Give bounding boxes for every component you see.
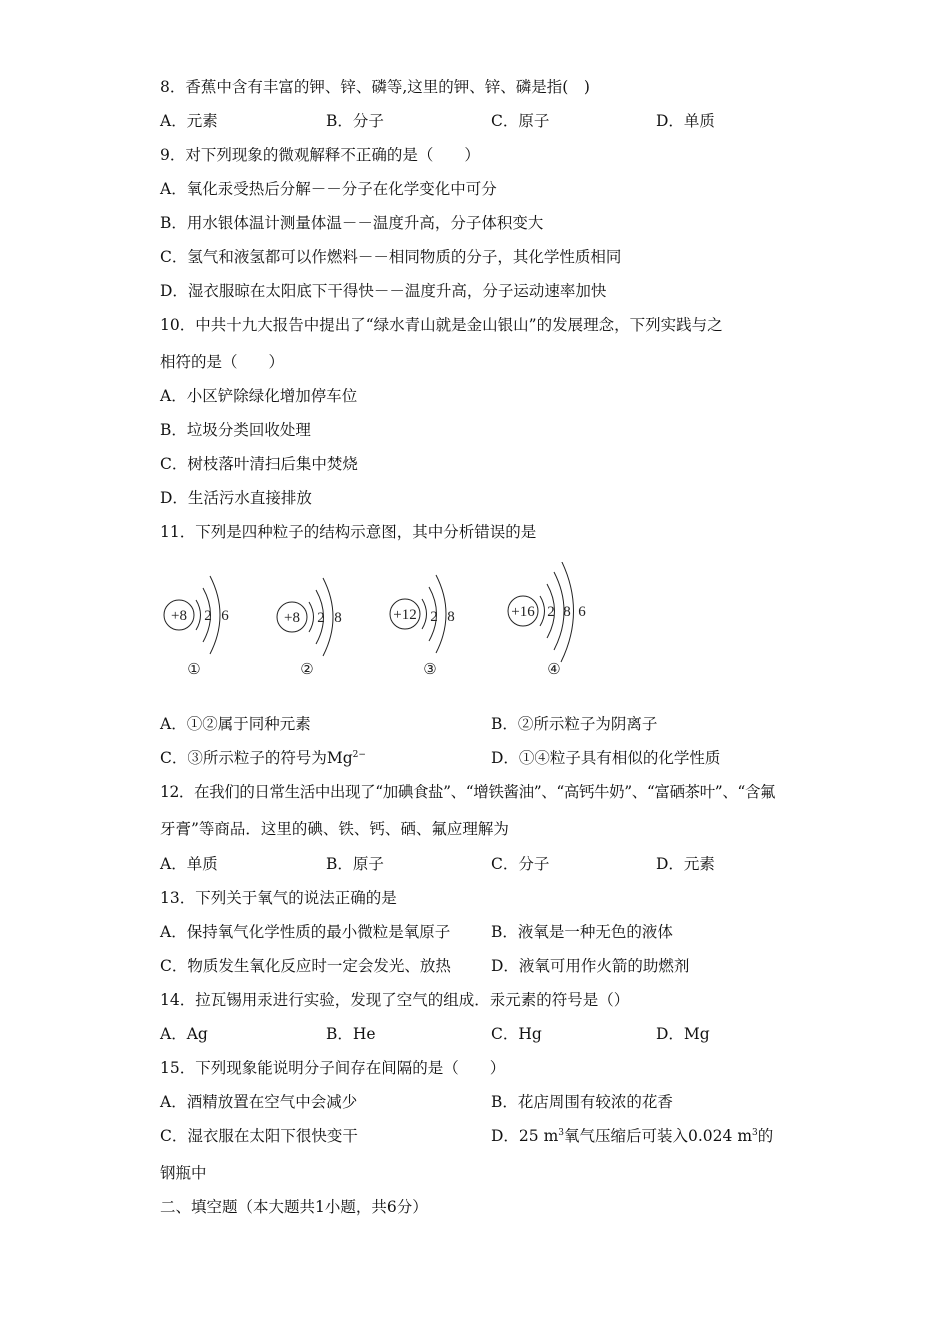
q13-stem: 13．下列关于氧气的说法正确的是 bbox=[160, 889, 397, 907]
q12-option-b: B．原子 bbox=[326, 855, 384, 873]
q14-option-d: D．Mg bbox=[656, 1025, 710, 1043]
q15-option-d-part2: 氧气压缩后可装入0.024 m bbox=[564, 1127, 753, 1145]
shell-electrons-2-1: 2 bbox=[317, 610, 325, 626]
q8-option-a: A．元素 bbox=[160, 112, 218, 130]
nucleus-charge-1: +8 bbox=[171, 608, 187, 624]
nucleus-charge-3: +12 bbox=[393, 607, 417, 623]
nucleus-charge-4: +16 bbox=[511, 604, 535, 620]
q15-option-d-sup2: 3 bbox=[752, 1128, 758, 1138]
q11-option-b: B．②所示粒子为阴离子 bbox=[491, 715, 658, 733]
q10-stem-line1: 10．中共十九大报告中提出了“绿水青山就是金山银山”的发展理念，下列实践与之 bbox=[160, 316, 723, 334]
q15-option-b: B．花店周围有较浓的花香 bbox=[491, 1093, 673, 1111]
q15-stem: 15．下列现象能说明分子间存在间隔的是（ ） bbox=[160, 1059, 506, 1077]
shell-electrons-1-1: 2 bbox=[204, 608, 212, 624]
q15-option-d-sup1: 3 bbox=[558, 1128, 565, 1138]
q10-option-c: C．树枝落叶清扫后集中焚烧 bbox=[160, 455, 358, 473]
q9-option-b: B．用水银体温计测量体温－－温度升高，分子体积变大 bbox=[160, 214, 544, 232]
diagram-label-3: ③ bbox=[423, 662, 437, 678]
q10-option-a: A．小区铲除绿化增加停车位 bbox=[160, 387, 358, 405]
q11-option-c bbox=[160, 748, 366, 768]
q11-option-a: A．①②属于同种元素 bbox=[160, 715, 311, 733]
q13-option-c: C．物质发生氧化反应时一定会发光、放热 bbox=[160, 957, 451, 975]
shell-electrons-3-1: 2 bbox=[430, 609, 438, 625]
shell-electrons-3-2: 8 bbox=[447, 609, 455, 625]
q11-option-c-text: C．③所示粒子的符号为Mg bbox=[160, 749, 353, 767]
q10-stem-line2: 相符的是（ ） bbox=[160, 353, 285, 371]
q15-option-d bbox=[491, 1126, 773, 1146]
q8-option-c: C．原子 bbox=[491, 112, 550, 130]
q9-option-c: C．氢气和液氢都可以作燃料－－相同物质的分子，其化学性质相同 bbox=[160, 248, 622, 266]
q9-option-d: D．湿衣服晾在太阳底下干得快－－温度升高，分子运动速率加快 bbox=[160, 282, 607, 300]
q13-option-a: A．保持氧气化学性质的最小微粒是氧原子 bbox=[160, 923, 451, 941]
q14-option-a: A．Ag bbox=[160, 1025, 208, 1043]
shell-electrons-4-2: 8 bbox=[563, 604, 571, 620]
shell-electrons-1-2: 6 bbox=[221, 608, 229, 624]
nucleus-charge-2: +8 bbox=[284, 610, 300, 626]
q12-option-d: D．元素 bbox=[656, 855, 715, 873]
section-2-heading: 二、填空题（本大题共1小题，共6分） bbox=[160, 1198, 428, 1216]
q10-option-d: D．生活污水直接排放 bbox=[160, 489, 312, 507]
q9-stem: 9．对下列现象的微观解释不正确的是（ ） bbox=[160, 146, 480, 164]
shell-electrons-4-3: 6 bbox=[578, 604, 586, 620]
q14-stem: 14．拉瓦锡用汞进行实验，发现了空气的组成．汞元素的符号是（） bbox=[160, 991, 630, 1009]
q12-stem-line2: 牙膏”等商品．这里的碘、铁、钙、硒、氟应理解为 bbox=[160, 820, 509, 838]
q15-option-d-part1: D．25 m bbox=[491, 1127, 559, 1145]
q11-option-c-charge: 2− bbox=[352, 750, 366, 760]
atomic-structure-diagrams bbox=[150, 562, 610, 687]
q15-option-c: C．湿衣服在太阳下很快变干 bbox=[160, 1127, 358, 1145]
shell-arc-3-1 bbox=[422, 599, 427, 629]
q11-option-d: D．①④粒子具有相似的化学性质 bbox=[491, 749, 721, 767]
q8-option-b: B．分子 bbox=[326, 112, 384, 130]
shell-electrons-4-1: 2 bbox=[547, 604, 555, 620]
q11-stem: 11．下列是四种粒子的结构示意图，其中分析错误的是 bbox=[160, 523, 537, 541]
diagram-label-2: ② bbox=[300, 662, 314, 678]
q12-option-a: A．单质 bbox=[160, 855, 218, 873]
q14-option-c: C．Hg bbox=[491, 1025, 542, 1043]
diagram-label-1: ① bbox=[187, 662, 201, 678]
q13-option-d: D．液氧可用作火箭的助燃剂 bbox=[491, 957, 690, 975]
q14-option-b: B．He bbox=[326, 1025, 376, 1043]
q15-option-a: A．酒精放置在空气中会减少 bbox=[160, 1093, 358, 1111]
q10-option-b: B．垃圾分类回收处理 bbox=[160, 421, 311, 439]
q12-option-c: C．分子 bbox=[491, 855, 550, 873]
q9-option-a: A．氧化汞受热后分解－－分子在化学变化中可分 bbox=[160, 180, 497, 198]
q8-option-d: D．单质 bbox=[656, 112, 715, 130]
shell-arc-1-1 bbox=[196, 600, 201, 630]
shell-electrons-2-2: 8 bbox=[334, 610, 342, 626]
shell-arc-2-1 bbox=[309, 602, 314, 632]
shell-arc-4-1 bbox=[540, 596, 545, 626]
q12-stem-line1: 12．在我们的日常生活中出现了“加碘食盐”、“增铁酱油”、“高钙牛奶”、“富硒茶叶”、“含氟 bbox=[160, 783, 776, 801]
q8-stem: 8．香蕉中含有丰富的钾、锌、磷等,这里的钾、锌、磷是指( ) bbox=[160, 78, 590, 96]
q15-option-d-part3: 的 bbox=[757, 1127, 774, 1145]
diagram-label-4: ④ bbox=[547, 662, 561, 678]
q15-option-d-continued: 钢瓶中 bbox=[160, 1164, 207, 1182]
q13-option-b: B．液氧是一种无色的液体 bbox=[491, 923, 673, 941]
